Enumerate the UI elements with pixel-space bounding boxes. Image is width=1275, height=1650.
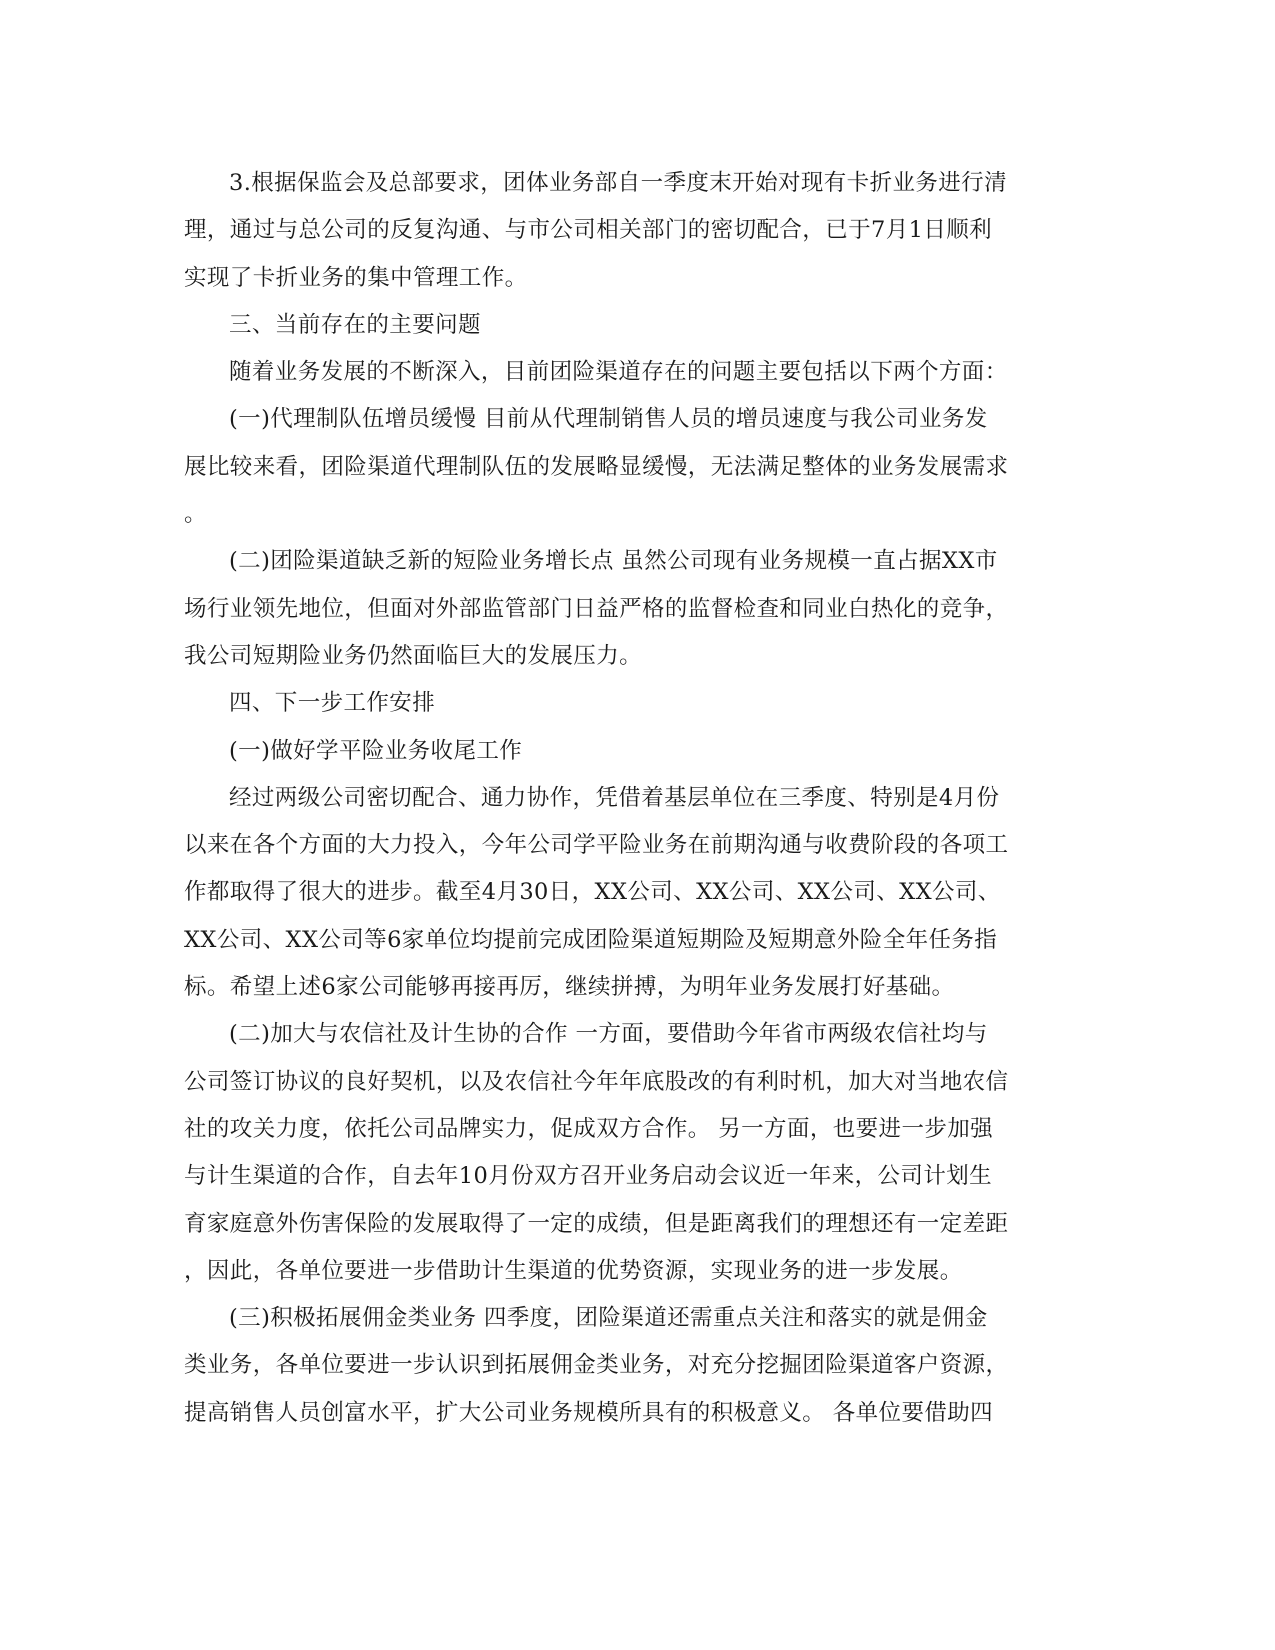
text-line: 3.根据保监会及总部要求，团体业务部自一季度末开始对现有卡折业务进行清 [229, 170, 1007, 196]
text-line: 作都取得了很大的进步。截至4月30日，XX公司、XX公司、XX公司、XX公司、 [184, 879, 1001, 906]
text-line: 理，通过与总公司的反复沟通、与市公司相关部门的密切配合，已于7月1日顺利 [184, 217, 993, 244]
text-line: 展比较来看，团险渠道代理制队伍的发展略显缓慢，无法满足整体的业务发展需求 [184, 453, 1009, 480]
text-line: 社的攻关力度，依托公司品牌实力，促成双方合作。 另一方面，也要进一步加强 [184, 1115, 994, 1142]
text-line: 经过两级公司密切配合、通力协作，凭借着基层单位在三季度、特别是4月份 [229, 784, 1000, 811]
text-line: 三、当前存在的主要问题 [229, 311, 481, 338]
text-line: 。 [184, 501, 207, 528]
text-line: 我公司短期险业务仍然面临巨大的发展压力。 [184, 642, 643, 669]
text-line: (二)加大与农信社及计生协的合作 一方面，要借助今年省市两级农信社均与 [229, 1021, 988, 1048]
text-line: 育家庭意外伤害保险的发展取得了一定的成绩，但是距离我们的理想还有一定差距 [184, 1210, 1009, 1237]
text-line: 场行业领先地位，但面对外部监管部门日益严格的监督检查和同业白热化的竞争， [184, 595, 1009, 622]
text-line: 实现了卡折业务的集中管理工作。 [184, 264, 528, 291]
text-line: 标。希望上述6家公司能够再接再厉，继续拼搏，为明年业务发展打好基础。 [184, 974, 955, 1001]
text-line: 以来在各个方面的大力投入，今年公司学平险业务在前期沟通与收费阶段的各项工 [184, 832, 1009, 859]
text-line: (一)代理制队伍增员缓慢 目前从代理制销售人员的增员速度与我公司业务发 [229, 406, 988, 433]
text-line: XX公司、XX公司等6家单位均提前完成团险渠道短期险及短期意外险全年任务指 [184, 926, 998, 953]
text-line: (三)积极拓展佣金类业务 四季度，团险渠道还需重点关注和落实的就是佣金 [229, 1305, 988, 1332]
text-line: 提高销售人员创富水平，扩大公司业务规模所具有的积极意义。 各单位要借助四 [184, 1399, 994, 1426]
document-body [184, 160, 1064, 1437]
text-line: (二)团险渠道缺乏新的短险业务增长点 虽然公司现有业务规模一直占据XX市 [229, 548, 998, 575]
text-line: ，因此，各单位要进一步借助计生渠道的优势资源，实现业务的进一步发展。 [184, 1257, 963, 1284]
text-line: 类业务，各单位要进一步认识到拓展佣金类业务，对充分挖掘团险渠道客户资源， [184, 1352, 1009, 1379]
text-line: 四、下一步工作安排 [229, 690, 436, 717]
text-line: (一)做好学平险业务收尾工作 [229, 737, 523, 764]
text-line: 与计生渠道的合作，自去年10月份双方召开业务启动会议近一年来，公司计划生 [184, 1163, 993, 1190]
text-line: 随着业务发展的不断深入，目前团险渠道存在的问题主要包括以下两个方面： [229, 359, 1008, 386]
text-line: 公司签订协议的良好契机，以及农信社今年年底股改的有利时机，加大对当地农信 [184, 1068, 1009, 1095]
